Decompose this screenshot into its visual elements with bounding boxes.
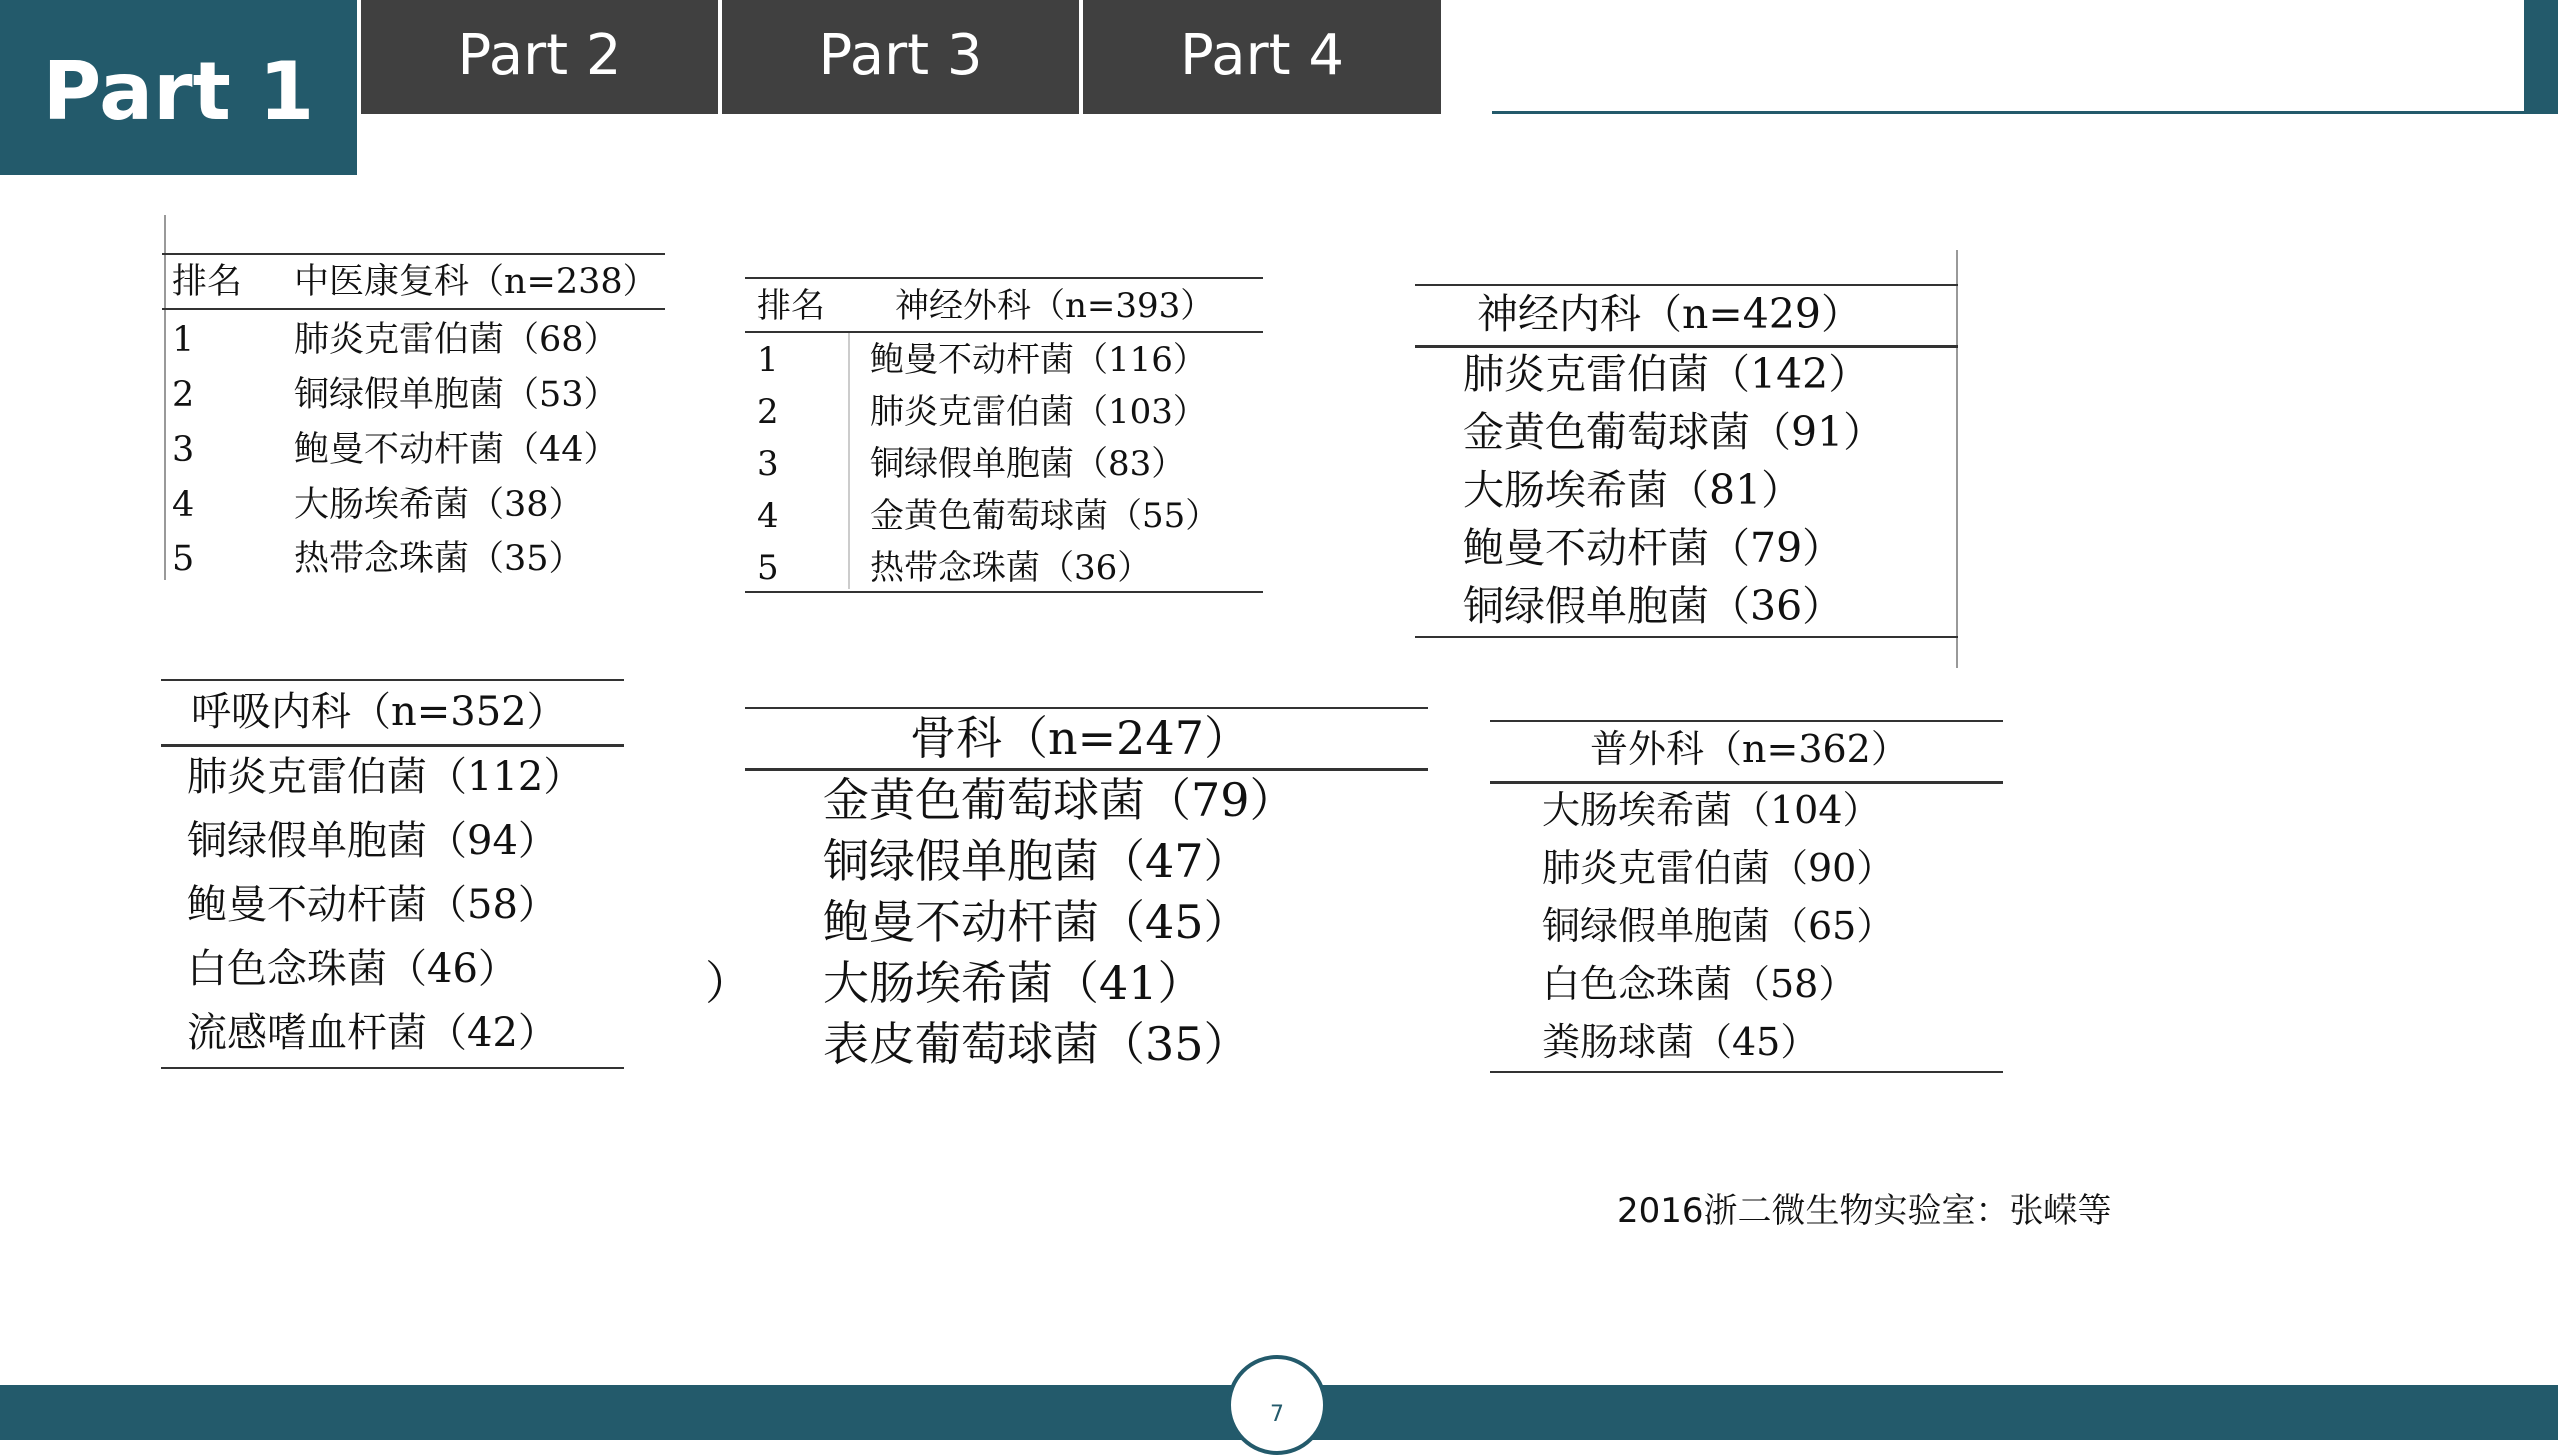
page-number: 7 [1227,1355,1327,1455]
rank-cell: 5 [757,548,779,588]
table-row: 热带念珠菌（36） [870,548,1152,588]
department-header: 普外科（n=362） [1590,727,1909,771]
department-header: 骨科（n=247） [910,711,1250,765]
table-row: 白色念珠菌（46） [187,946,518,992]
table-top-rule [161,679,624,681]
table-row: 铜绿假单胞菌（83） [870,444,1186,484]
table-row: 粪肠球菌（45） [1542,1020,1819,1064]
table-top-rule [745,707,1428,709]
table-row: 大肠埃希菌（104） [1542,788,1881,832]
table-row: 鲍曼不动杆菌（79） [1463,524,1844,572]
table-row: 鲍曼不动杆菌（116） [870,340,1207,380]
table-header-rule [1415,345,1958,348]
table-bottom-rule [161,1067,624,1069]
header-divider [1492,111,2527,114]
department-header: 神经外科（n=393） [895,286,1215,326]
stray-bracket: ） [705,956,751,1010]
table-row: 大肠埃希菌（38） [294,485,584,525]
table-row: 肺炎克雷伯菌（68） [294,320,619,360]
table-bottom-rule [1415,636,1958,638]
rank-cell: 1 [172,320,195,360]
table-top-rule [1415,284,1958,286]
rank-cell: 2 [757,392,779,432]
table-row: 铜绿假单胞菌（36） [1463,582,1844,630]
table-top-rule [162,253,665,255]
table-row: 鲍曼不动杆菌（45） [823,895,1250,949]
rank-cell: 4 [757,496,779,536]
table-rehab-tcm [162,215,667,580]
table-row: 鲍曼不动杆菌（44） [294,430,619,470]
rank-cell: 1 [757,340,779,380]
table-row: 铜绿假单胞菌（53） [294,375,619,415]
table-bottom-rule [1490,1071,2003,1073]
tab-part-3[interactable]: Part 3 [722,0,1079,114]
table-row: 表皮葡萄球菌（35） [823,1017,1250,1071]
table-header-rule [745,768,1428,771]
rank-header: 排名 [757,286,825,326]
table-row: 铜绿假单胞菌（94） [187,818,558,864]
table-general-surgery [1490,718,2005,1078]
source-citation: 2016浙二微生物实验室：张嵘等 [1617,1191,2112,1231]
table-row: 金黄色葡萄球菌（55） [870,496,1220,536]
table-orthopedics [705,705,1430,1085]
table-header-rule [1490,781,2003,784]
table-row: 肺炎克雷伯菌（112） [187,754,584,800]
department-header: 呼吸内科（n=352） [191,689,567,735]
table-row: 肺炎克雷伯菌（142） [1463,350,1870,398]
rank-cell: 5 [172,539,195,579]
rank-cell: 3 [757,444,779,484]
table-row: 鲍曼不动杆菌（58） [187,882,558,928]
table-bottom-rule [745,591,1263,593]
header-accent-bar [2524,0,2558,114]
table-row: 流感嗜血杆菌（42） [187,1010,558,1056]
table-neurology [1415,250,1960,670]
table-row: 肺炎克雷伯菌（90） [1542,846,1895,890]
rank-cell: 3 [172,430,195,470]
tab-part-2[interactable]: Part 2 [361,0,718,114]
table-top-rule [745,277,1263,279]
table-row: 金黄色葡萄球菌（79） [823,773,1296,827]
table-respiratory [161,677,626,1072]
table-neurosurgery [745,275,1265,595]
rank-cell: 2 [172,375,195,415]
table-column-divider [848,333,850,589]
tab-part-1[interactable]: Part 1 [0,0,357,175]
tab-part-4[interactable]: Part 4 [1083,0,1441,114]
table-right-border [1956,250,1958,668]
table-row: 肺炎克雷伯菌（103） [870,392,1207,432]
department-header: 神经内科（n=429） [1477,290,1863,338]
rank-header: 排名 [172,262,243,302]
table-header-rule [745,331,1263,333]
table-row: 铜绿假单胞菌（65） [1542,904,1895,948]
rank-cell: 4 [172,485,195,525]
table-row: 大肠埃希菌（41） [823,956,1204,1010]
table-row: 铜绿假单胞菌（47） [823,834,1250,888]
table-row: 白色念珠菌（58） [1542,962,1857,1006]
table-left-border [164,215,166,580]
table-row: 金黄色葡萄球菌（91） [1463,408,1885,456]
table-top-rule [1490,720,2003,722]
table-row: 热带念珠菌（35） [294,539,584,579]
table-row: 大肠埃希菌（81） [1463,466,1803,514]
table-header-rule [161,744,624,747]
table-header-rule [162,308,665,310]
department-header: 中医康复科（n=238） [294,262,658,302]
